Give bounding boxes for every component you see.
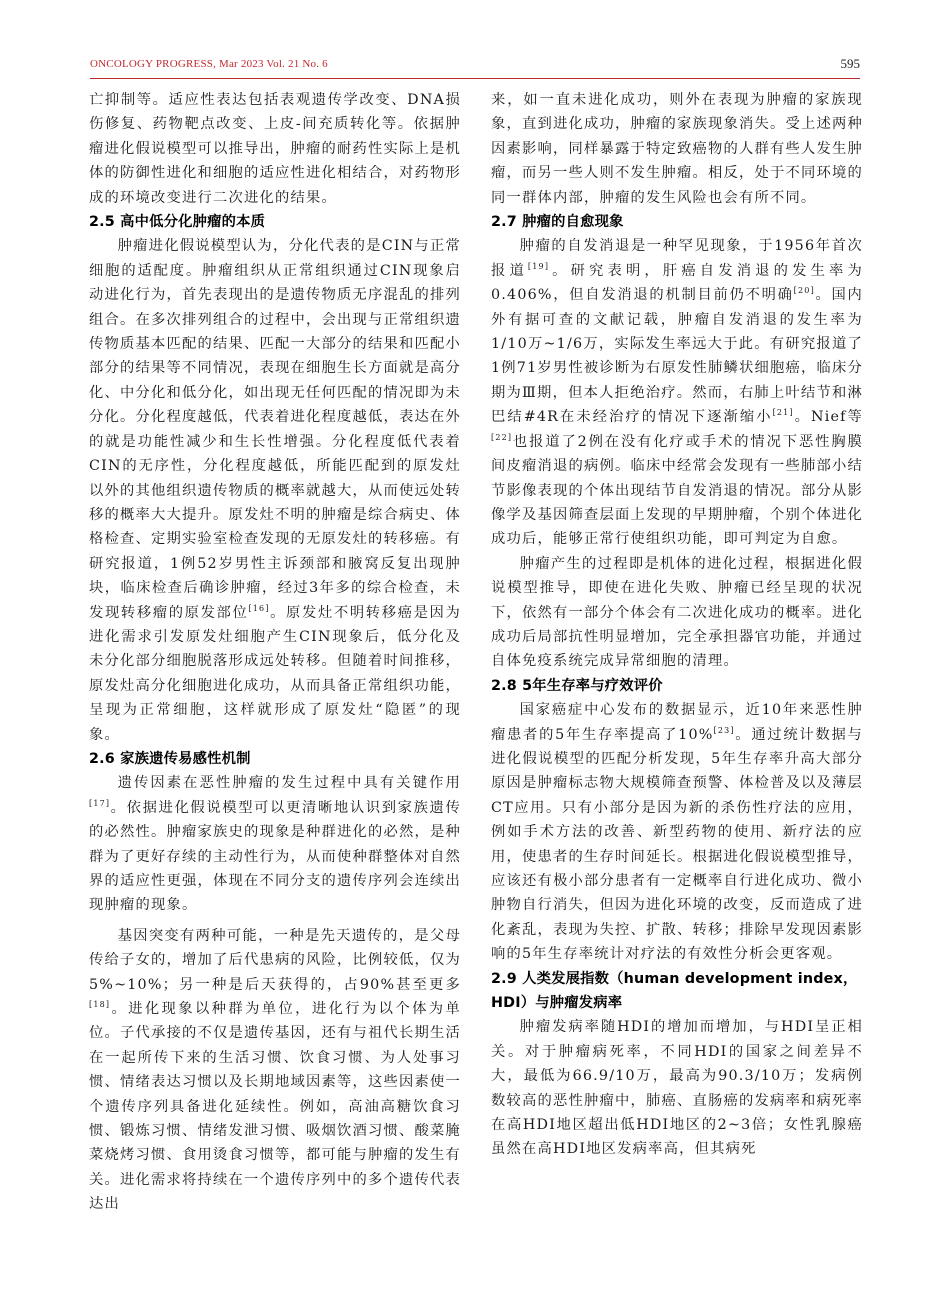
ref-21[interactable]: [21] — [772, 408, 794, 418]
journal-citation: ONCOLOGY PROGRESS, Mar 2023 Vol. 21 No. 6 — [90, 58, 328, 70]
page-number: 595 — [840, 56, 860, 71]
running-header — [90, 56, 860, 76]
paragraph-differentiation: 肿瘤进化假说模型认为，分化代表的是CIN与正常细胞的适配度。肿瘤组织从正常组织通过CIN现象启动进化行为，首先表现出的是遗传物质无序混乱的排列组合。在多次排列组合的过程中，会出现与正常组织遗传物质基本匹配的结果、匹配一大部分的结果和匹配小部分的结果等不同情况，表现在细胞生长方面就是高分化、中分化和低分化，如出现无任何匹配的情况即为未分化。分化程度越低，代表着进化程度越低，表达在外的就是功能性减少和生长性增强。分化程度低代表着CIN的无序性，分化程度越低，所能匹配到的原发灶以外的其他组织遗传物质的概率就越大，从而使远处转移的概率大大提升。原发灶不明的肿瘤是综合病史、体格检查、定期实验室检查发现的无原发灶的转移癌。有研究报道，1例52岁男性主诉颈部和腋窝反复出现肿块，临床检查后确诊肿瘤，经过3年多的综合检查，未发现转移瘤的原发部位[16]。原发灶不明转移癌是因为进化需求引发原发灶细胞产生CIN现象后，低分化及未分化部分细胞脱落形成远处转移。但随着时间推移，原发灶高分化细胞进化成功，从而具备正常组织功能，呈现为正常细胞，这样就形成了原发灶“隐匿”的现象。 — [89, 238, 461, 743]
left-column — [89, 88, 461, 1217]
ref-20[interactable]: [20] — [793, 286, 815, 296]
paragraph-family-genetics: 遗传因素在恶性肿瘤的发生过程中具有关键作用[17]。依据进化假说模型可以更清晰地认识到家族遗传的必然性。肿瘤家族史的现象是种群进化的必然，是种群为了更好存续的主动性行为，从而使种群整体对自然界的适应性更强，体现在不同分支的遗传序列会连续出现肿瘤的现象。 — [89, 775, 461, 914]
paragraph-evolution-process: 肿瘤产生的过程即是机体的进化过程，根据进化假说模型推导，即使在进化失败、肿瘤已经呈现的状况下，依然有一部分个体会有二次进化成功的概率。进化成功后局部抗性明显增加，完全承担器官功能，并通过自体免疫系统完成异常细胞的清理。 — [491, 555, 863, 670]
right-column — [491, 88, 863, 1162]
heading-2-7: 2.7 肿瘤的自愈现象 — [491, 214, 624, 231]
heading-2-5: 2.5 高中低分化肿瘤的本质 — [89, 214, 266, 231]
ref-18[interactable]: [18] — [89, 1000, 111, 1010]
paragraph-spontaneous-regression: 肿瘤的自发消退是一种罕见现象，于1956年首次报道[19]。研究表明，肝癌自发消退的发生率为0.406%，但自发消退的机制目前仍不明确[20]。国内外有据可查的文献记载，肿瘤自发消退的发生率为1/10万~1/6万，实际发生率远大于此。有研究报道了1例71岁男性被诊断为右原发性肺鳞状细胞癌，临床分期为Ⅲ期，但本人拒绝治疗。然而，右肺上叶结节和淋巴结#4R在未经治疗的情况下逐渐缩小[21]。Nief等[22]也报道了2例在没有化疗或手术的情况下恶性胸膜间皮瘤消退的病例。临床中经常会发现有一些肺部小结节影像表现的个体出现结节自发消退的情况。部分从影像学及基因筛查层面上发现的早期肿瘤，个别个体进化成功后，能够正常行使组织功能，即可判定为自愈。 — [491, 238, 863, 548]
paragraph-gene-mutation: 基因突变有两种可能，一种是先天遗传的，是父母传给子女的，增加了后代患病的风险，比例较低，仅为5%~10%；另一种是后天获得的，占90%甚至更多[18]。进化现象以种群为单位，进化行为以个体为单位。子代承接的不仅是遗传基因，还有与祖代长期生活在一起所传下来的生活习惯、饮食习惯、为人处事习惯、情绪表达习惯以及长期地域因素等，这些因素使一个遗传序列具备进化延续性。例如，高油高糖饮食习惯、锻炼习惯、情绪发泄习惯、吸烟饮酒习惯、酸菜腌菜烧烤习惯、食用烫食习惯等，都可能与肿瘤的发生有关。进化需求将持续在一个遗传序列中的多个遗传代表达出 — [89, 927, 461, 1213]
heading-2-9: 2.9 人类发展指数（human development index，HDI）与肿瘤发病率 — [491, 970, 858, 1012]
paragraph-family-continued: 来，如一直未进化成功，则外在表现为肿瘤的家族现象，直到进化成功，肿瘤的家族现象消失。受上述两种因素影响，同样暴露于特定致癌物的人群有些人发生肿瘤，而另一些人则不发生肿瘤。相反，处于不同环境的同一群体内部，肿瘤的发生风险也会有所不同。 — [491, 92, 863, 206]
paragraph-hdi: 肿瘤发病率随HDI的增加而增加，与HDI呈正相关。对于肿瘤病死率，不同HDI的国家之间差异不大，最低为66.9/10万，最高为90.3/10万；发病例数较高的恶性肿瘤中，肺癌、直肠癌的发病率和病死率在高HDI地区超出低HDI地区的2~3倍；女性乳腺癌虽然在高HDI地区发病率高，但其病死 — [491, 1019, 863, 1158]
heading-2-8: 2.8 5年生存率与疗效评价 — [491, 677, 663, 694]
ref-19[interactable]: [19] — [527, 262, 550, 272]
header-rule — [90, 78, 860, 79]
ref-23[interactable]: [23] — [713, 725, 735, 735]
paragraph-survival-rate: 国家癌症中心发布的数据显示，近10年来恶性肿瘤患者的5年生存率提高了10%[23]。通过统计数据与进化假说模型的匹配分析发现，5年生存率升高大部分原因是肿瘤标志物大规模筛查预警、体检普及以及薄层CT应用。只有小部分是因为新的杀伤性疗法的应用，例如手术方法的改善、新型药物的使用、新疗法的应用，使患者的生存时间延长。根据进化假说模型推导，应该还有极小部分患者有一定概率自行进化成功、微小肿物自行消失，但因为进化环境的改变，反而造成了进化紊乱，表现为失控、扩散、转移；排除早发现因素影响的5年生存率统计对疗法的有效性分析会更客观。 — [491, 702, 863, 963]
ref-16[interactable]: [16] — [248, 603, 270, 613]
heading-2-6: 2.6 家族遗传易感性机制 — [89, 750, 251, 767]
ref-22[interactable]: [22] — [491, 432, 513, 442]
ref-17[interactable]: [17] — [89, 799, 111, 809]
paragraph-drug-resistance: 亡抑制等。适应性表达包括表观遗传学改变、DNA损伤修复、药物靶点改变、上皮-间充质转化等。依据肿瘤进化假说模型可以推导出，肿瘤的耐药性实际上是机体的防御性进化和细胞的适应性进化相结合，对药物形成的环境改变进行二次进化的结果。 — [89, 92, 461, 206]
